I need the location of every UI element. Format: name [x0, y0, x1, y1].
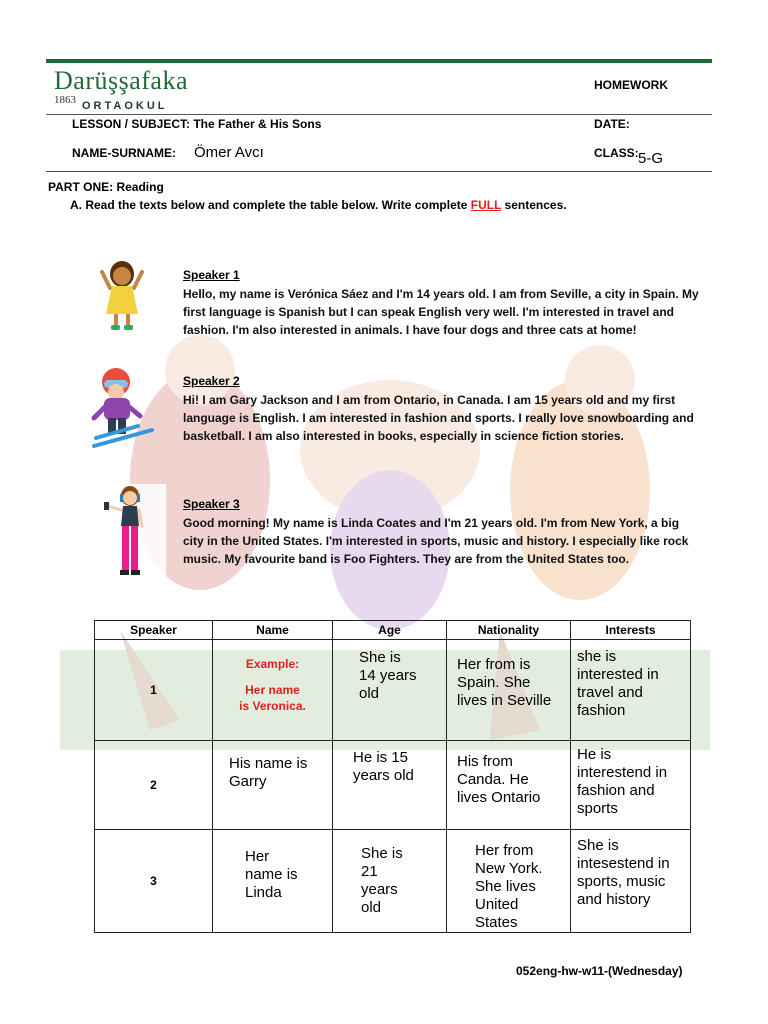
speaker-1-title: Speaker 1: [183, 268, 240, 282]
row-3-nationality-text: Her from New York. She lives United States: [475, 842, 543, 931]
section-rule: [46, 171, 712, 172]
school-logo: [54, 66, 188, 112]
row-2-nationality-text: His from Canda. He lives Ontario: [457, 753, 541, 806]
speaker-1-text: Hello, my name is Verónica Sáez and I'm 14 years old. I am from Seville, a city in Spain. My first language is Spanish but I can speak English very well. I'm interested in travel and fashion. I'm also interested in animals. I have four dogs and three cats at home!: [183, 287, 699, 337]
row-1-interests[interactable]: [571, 640, 691, 741]
example-label: Example:: [245, 657, 300, 671]
row-3-name-text: Her name is Linda: [245, 848, 298, 901]
logo-word: Darüşşafaka: [54, 66, 188, 95]
table-row: [95, 640, 691, 741]
speaker-2-block: [183, 374, 703, 445]
speaker-3-block: [183, 497, 703, 568]
logo-subtitle: ORTAOKUL: [82, 100, 168, 112]
name-surname-label: NAME-SURNAME:: [72, 146, 176, 160]
girl-waving-icon: [96, 258, 148, 332]
row-2-speaker: 2: [95, 741, 213, 830]
header-name: Name: [213, 621, 333, 640]
row-1-nationality[interactable]: [447, 640, 571, 741]
row-1-interests-text: she is interested in travel and fashion: [577, 648, 659, 719]
table-row: [95, 741, 691, 830]
example-text: Her name is Veronica.: [239, 683, 306, 713]
row-3-age-text: She is 21 years old: [361, 845, 403, 916]
row-2-interests[interactable]: [571, 741, 691, 830]
answer-table: [94, 620, 691, 933]
row-1-speaker: 1: [95, 640, 213, 741]
speaker-2-title: Speaker 2: [183, 374, 240, 388]
row-2-nationality[interactable]: [447, 741, 571, 830]
row-3-name[interactable]: [213, 830, 333, 933]
row-3-age[interactable]: [333, 830, 447, 933]
row-3-interests[interactable]: [571, 830, 691, 933]
header-interests: Interests: [571, 621, 691, 640]
row-2-name[interactable]: [213, 741, 333, 830]
row-1-nationality-text: Her from is Spain. She lives in Seville: [457, 656, 552, 709]
lesson-subject: LESSON / SUBJECT: The Father & His Sons: [72, 117, 322, 131]
row-2-name-text: His name is Garry: [229, 755, 308, 790]
row-3-nationality[interactable]: [447, 830, 571, 933]
instruction-prefix: A. Read the texts below and complete the table below. Write complete: [70, 198, 471, 212]
header-speaker: Speaker: [95, 621, 213, 640]
table-header-row: [95, 621, 691, 640]
speaker-2-text: Hi! I am Gary Jackson and I am from Ontario, in Canada. I am 15 years old and my first language is English. I am interested in fashion and sports. I really love snowboarding and basketball. I am also interested in books, especially in science fiction stories.: [183, 393, 694, 443]
name-surname-value: Ömer Avcı: [194, 144, 264, 161]
header-nationality: Nationality: [447, 621, 571, 640]
row-3-interests-text: She is intesestend in sports, music and history: [577, 837, 670, 908]
row-1-name[interactable]: [213, 640, 333, 741]
date-label: DATE:: [594, 117, 630, 131]
header-rule: [46, 114, 712, 115]
row-2-interests-text: He is interestend in fashion and sports: [577, 746, 668, 817]
instruction-emphasis: FULL: [470, 198, 502, 212]
header-green-rule: [46, 59, 712, 63]
class-label: CLASS:: [594, 146, 639, 160]
woman-headphones-icon: [94, 484, 166, 582]
speaker-3-title: Speaker 3: [183, 497, 240, 511]
row-1-age-text: She is 14 years old: [359, 649, 417, 702]
row-1-age[interactable]: [333, 640, 447, 741]
header-age: Age: [333, 621, 447, 640]
speaker-3-text: Good morning! My name is Linda Coates and I'm 21 years old. I'm from New York, a big city in the United States. I'm interested in sports, music and history. I especially like rock music. My favourite band is Foo Fighters. They are from the United States too.: [183, 516, 689, 566]
logo-year: 1863: [54, 94, 76, 106]
row-3-speaker: 3: [95, 830, 213, 933]
speaker-1-block: [183, 268, 703, 339]
instruction: [70, 198, 567, 212]
boy-skier-icon: [88, 366, 154, 450]
row-2-age-text: He is 15 years old: [353, 749, 414, 784]
instruction-suffix: sentences.: [501, 198, 567, 212]
footer-code: 052eng-hw-w11-(Wednesday): [516, 964, 683, 978]
class-value: 5-G: [638, 150, 664, 167]
part-one-heading: PART ONE: Reading: [48, 180, 164, 194]
row-2-age[interactable]: [333, 741, 447, 830]
table-row: [95, 830, 691, 933]
homework-label: HOMEWORK: [594, 78, 668, 92]
